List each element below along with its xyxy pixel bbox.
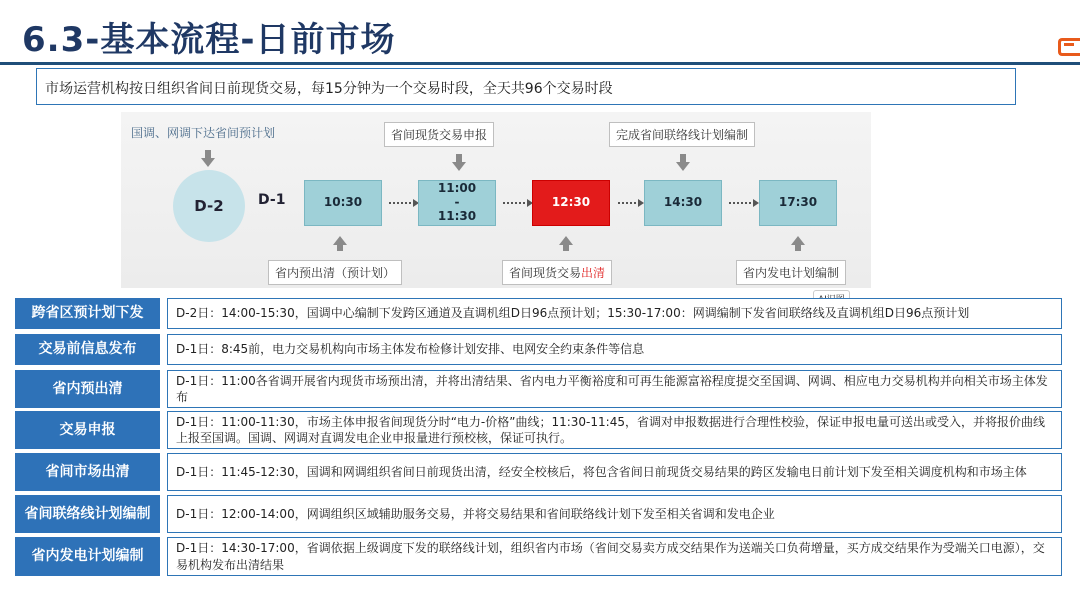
flow-label-genplan: 省内发电计划编制 [736,260,846,285]
d1-label: D-1 [258,192,286,208]
step-name: 省内预出清 [15,370,160,408]
flow-label-preclear: 省内预出清（预计划） [268,260,402,285]
time-box-1730: 17:30 [759,180,837,226]
flow-label-declare: 省间现货交易申报 [384,122,494,147]
step-name: 省间市场出清 [15,453,160,491]
up-arrow-icon [791,236,805,245]
flow-diagram [121,112,871,288]
dotted-arrow-icon [389,202,415,204]
step-row [15,334,1062,365]
step-desc: D-1日：11:00各省调开展省内现货市场预出清，并将出清结果、省内电力平衡裕度和可再生能源富裕程度提交至国调、网调、相应电力交易机构并向相关市场主体发布 [167,370,1062,408]
step-name: 交易前信息发布 [15,334,160,365]
flow-label-tieline: 完成省间联络线计划编制 [609,122,755,147]
time-box-1100: 11:00 - 11:30 [418,180,496,226]
up-arrow-icon [559,236,573,245]
step-row [15,411,1062,449]
down-arrow-icon [201,158,215,167]
dotted-arrow-icon [503,202,529,204]
step-row [15,537,1062,576]
step-name: 省内发电计划编制 [15,537,160,576]
title-rule [0,62,1080,65]
time-box-1230: 12:30 [532,180,610,226]
step-desc: D-2日：14:00-15:30，国调中心编制下发跨区通道及直调机组D日96点预计划；15:30-17:00：网调编制下发省间联络线及直调机组D日96点预计划 [167,298,1062,329]
step-name: 交易申报 [15,411,160,449]
step-desc: D-1日：12:00-14:00，网调组织区域辅助服务交易，并将交易结果和省间联络线计划下发至相关省调和发电企业 [167,495,1062,533]
down-arrow-icon [676,162,690,171]
down-arrow-icon [452,162,466,171]
step-name: 跨省区预计划下发 [15,298,160,329]
time-box-1030: 10:30 [304,180,382,226]
step-row [15,495,1062,533]
summary-box: 市场运营机构按日组织省间日前现货交易，每15分钟为一个交易时段，全天共96个交易时段 [36,68,1016,105]
flow-label-preplan: 国调、网调下达省间预计划 [131,126,276,140]
dotted-arrow-icon [729,202,755,204]
flow-label-clearing: 省间现货交易出清 [502,260,612,285]
step-name: 省间联络线计划编制 [15,495,160,533]
page-title: 6.3-基本流程-日前市场 [22,20,396,60]
brand-logo-icon [1058,38,1080,56]
time-box-1430: 14:30 [644,180,722,226]
d2-circle: D-2 [173,170,245,242]
step-desc: D-1日：14:30-17:00，省调依据上级调度下发的联络线计划，组织省内市场（省间交易卖方成交结果作为送端关口负荷增量，买方成交结果作为受端关口电源），交易机构发布出清结果 [167,537,1062,576]
dotted-arrow-icon [618,202,640,204]
step-row [15,370,1062,408]
up-arrow-icon [333,236,347,245]
step-row [15,453,1062,491]
step-desc: D-1日：8:45前，电力交易机构向市场主体发布检修计划安排、电网安全约束条件等信息 [167,334,1062,365]
step-desc: D-1日：11:45-12:30，国调和网调组织省间日前现货出清，经安全校核后，将包含省间日前现货交易结果的跨区发输电日前计划下发至相关调度机构和市场主体 [167,453,1062,491]
step-desc: D-1日：11:00-11:30，市场主体申报省间现货分时“电力-价格”曲线；11:30-11:45，省调对申报数据进行合理性校验，保证申报电量可送出或受入，并将报价曲线上报至国调。国调、网调对直调发电企业申报量进行预校核，保证可执行。 [167,411,1062,449]
step-row [15,298,1062,329]
